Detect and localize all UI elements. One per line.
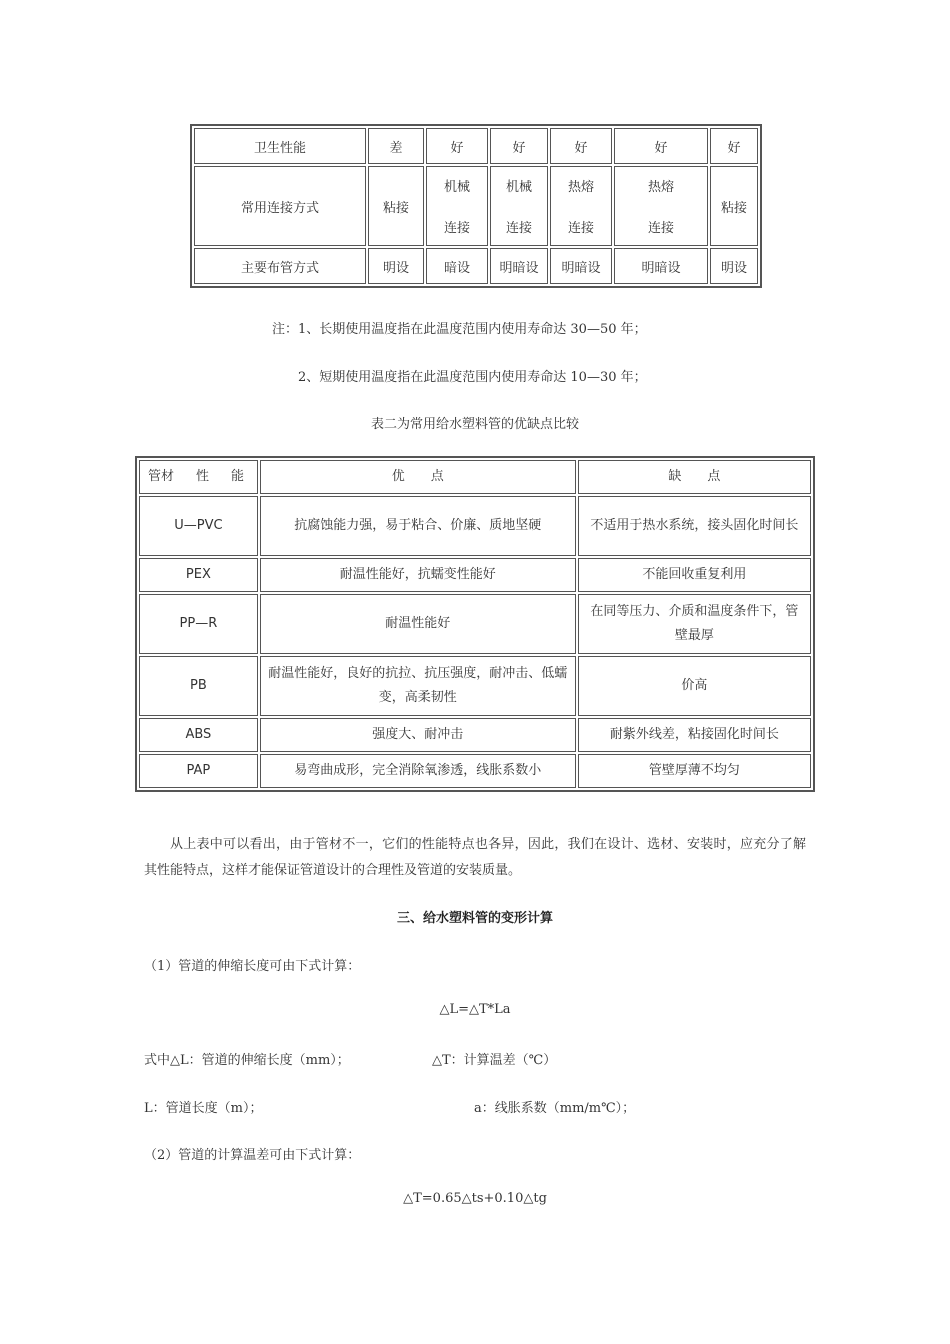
item-2: （2）管道的计算温差可由下式计算： bbox=[144, 1148, 361, 1163]
table-cell bbox=[426, 166, 488, 246]
table-cell: 明暗设 bbox=[614, 248, 708, 284]
cell-line: 连接 bbox=[647, 221, 674, 236]
cons-cell: 不能回收重复利用 bbox=[578, 558, 811, 592]
table-cell: 明暗设 bbox=[550, 248, 612, 284]
table-cell: 好 bbox=[490, 128, 548, 164]
cell-line: 机械 bbox=[505, 180, 532, 195]
table-cell: 明设 bbox=[368, 248, 424, 284]
definition-l: L：管道长度（m）； bbox=[144, 1101, 263, 1116]
cell-line: 机械 bbox=[443, 180, 470, 195]
note-1: 注：1、长期使用温度指在此温度范围内使用寿命达 30—50 年； bbox=[272, 322, 647, 337]
item-1: （1）管道的伸缩长度可由下式计算： bbox=[144, 959, 361, 974]
pros-cell: 抗腐蚀能力强，易于粘合、价廉、质地坚硬 bbox=[260, 496, 576, 556]
cell-line: 热熔 bbox=[647, 180, 674, 195]
definition-a: a：线胀系数（mm/m℃）； bbox=[474, 1101, 636, 1116]
material-name: PB bbox=[139, 656, 258, 716]
cons-cell: 不适用于热水系统，接头固化时间长 bbox=[578, 496, 811, 556]
table-row bbox=[139, 496, 811, 556]
material-name: PP—R bbox=[139, 594, 258, 654]
pipe-properties-table bbox=[190, 124, 762, 288]
definition-delta-l: 式中△L：管道的伸缩长度（mm）； bbox=[144, 1053, 350, 1068]
cons-cell: 管壁厚薄不均匀 bbox=[578, 754, 811, 788]
definition-delta-t: △T：计算温差（℃） bbox=[432, 1053, 557, 1068]
table-cell: 明暗设 bbox=[490, 248, 548, 284]
table-cell: 暗设 bbox=[426, 248, 488, 284]
pros-cell: 耐温性能好，良好的抗拉、抗压强度，耐冲击、低蠕变，高柔韧性 bbox=[260, 656, 576, 716]
table-row bbox=[139, 656, 811, 716]
table-row bbox=[139, 558, 811, 592]
material-name: PEX bbox=[139, 558, 258, 592]
table-cell bbox=[490, 166, 548, 246]
pipe-comparison-table bbox=[135, 456, 815, 792]
note-2: 2、短期使用温度指在此温度范围内使用寿命达 10—30 年； bbox=[298, 370, 647, 385]
row-label: 常用连接方式 bbox=[194, 166, 366, 246]
formula-2: △T=0.65△ts+0.10△tg bbox=[403, 1191, 547, 1206]
body-paragraph: 从上表中可以看出，由于管材不一，它们的性能特点也各异，因此，我们在设计、选材、安装时，应充分了解其性能特点，这样才能保证管道设计的合理性及管道的安装质量。 bbox=[144, 837, 806, 878]
table-cell bbox=[614, 166, 708, 246]
header-cons: 缺 点 bbox=[578, 460, 811, 494]
material-name: PAP bbox=[139, 754, 258, 788]
cell-line: 连接 bbox=[443, 221, 470, 236]
pros-cell: 耐温性能好，抗蠕变性能好 bbox=[260, 558, 576, 592]
header-material-property bbox=[139, 460, 258, 494]
table-row bbox=[139, 594, 811, 654]
cell-line: 连接 bbox=[505, 221, 532, 236]
row-label: 卫生性能 bbox=[194, 128, 366, 164]
table-header-row bbox=[139, 460, 811, 494]
header-pros: 优 点 bbox=[260, 460, 576, 494]
cell-line: 连接 bbox=[567, 221, 594, 236]
table-cell bbox=[550, 166, 612, 246]
formula-1: △L=△T*La bbox=[439, 1002, 511, 1017]
row-label: 主要布管方式 bbox=[194, 248, 366, 284]
table-cell: 差 bbox=[368, 128, 424, 164]
table-caption: 表二为常用给水塑料管的优缺点比较 bbox=[370, 417, 579, 432]
cell-line: 热熔 bbox=[567, 180, 594, 195]
table-cell: 好 bbox=[550, 128, 612, 164]
table-cell: 粘接 bbox=[368, 166, 424, 246]
table-row bbox=[194, 166, 758, 246]
table-cell: 明设 bbox=[710, 248, 758, 284]
cons-cell: 耐紫外线差，粘接固化时间长 bbox=[578, 718, 811, 752]
table-row bbox=[194, 128, 758, 164]
header-text: 能 bbox=[231, 469, 245, 484]
table-cell: 好 bbox=[710, 128, 758, 164]
cons-cell: 在同等压力、介质和温度条件下，管壁最厚 bbox=[578, 594, 811, 654]
pros-cell: 易弯曲成形，完全消除氧渗透，线胀系数小 bbox=[260, 754, 576, 788]
section-title: 三、给水塑料管的变形计算 bbox=[396, 911, 553, 926]
material-name: U—PVC bbox=[139, 496, 258, 556]
table-row bbox=[139, 754, 811, 788]
table-cell: 好 bbox=[426, 128, 488, 164]
material-name: ABS bbox=[139, 718, 258, 752]
table-row bbox=[139, 718, 811, 752]
pros-cell: 耐温性能好 bbox=[260, 594, 576, 654]
table-cell: 好 bbox=[614, 128, 708, 164]
table-cell: 粘接 bbox=[710, 166, 758, 246]
header-text: 性 bbox=[196, 469, 210, 484]
pros-cell: 强度大、耐冲击 bbox=[260, 718, 576, 752]
header-text: 管材 bbox=[148, 469, 175, 484]
cons-cell: 价高 bbox=[578, 656, 811, 716]
table-row bbox=[194, 248, 758, 284]
